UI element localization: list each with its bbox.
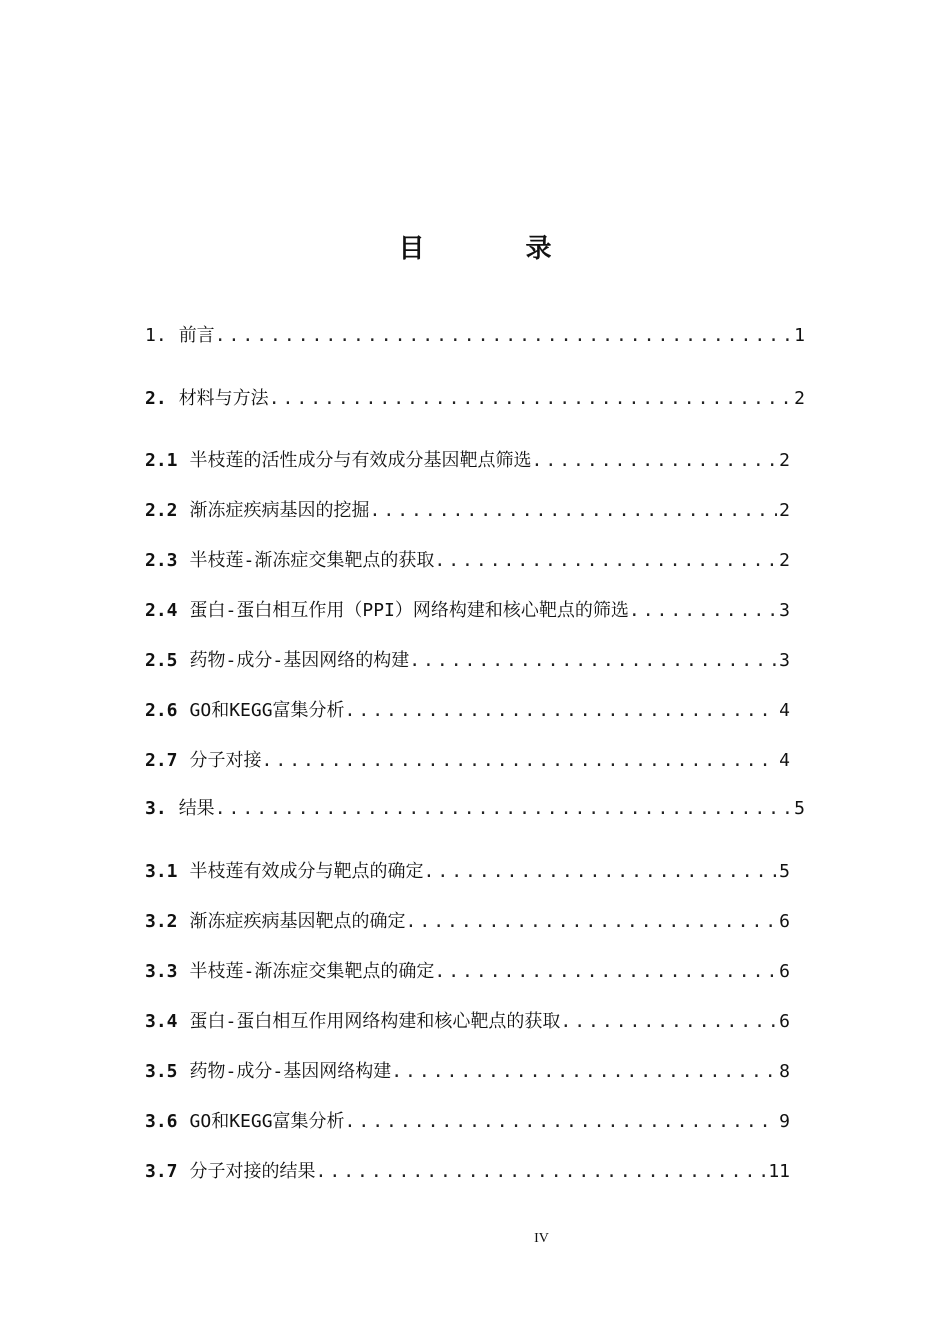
toc-entry-label: 半枝莲-渐冻症交集靶点的确定 xyxy=(189,961,435,982)
toc-entry-label: 渐冻症疾病基因靶点的确定 xyxy=(189,911,406,932)
toc-entry-number: 3.6 xyxy=(145,1111,178,1132)
toc-leader-dots xyxy=(434,547,777,575)
toc-entry[interactable] xyxy=(145,322,805,350)
toc-entry-page: 5 xyxy=(794,798,805,819)
toc-entry[interactable] xyxy=(145,1008,790,1036)
toc-leader-dots xyxy=(629,597,777,625)
toc-entry-page: 2 xyxy=(779,450,790,471)
toc-entry[interactable] xyxy=(145,958,790,986)
toc-entry-number: 2. xyxy=(145,388,167,409)
toc-entry-page: 9 xyxy=(779,1111,790,1132)
toc-leader-dots xyxy=(345,1108,778,1136)
toc-entry-page: 4 xyxy=(779,700,790,721)
toc-entry[interactable] xyxy=(145,908,790,936)
toc-entry-label: 分子对接 xyxy=(189,750,262,771)
toc-entry-label: 前言 xyxy=(178,325,215,346)
toc-entry-page: 3 xyxy=(779,650,790,671)
toc-entry-page: 1 xyxy=(794,325,805,346)
toc-entry-page: 2 xyxy=(779,500,790,521)
toc-entry-page: 11 xyxy=(768,1161,790,1182)
toc-entry-label: GO和KEGG富集分析 xyxy=(189,1111,345,1132)
toc-leader-dots xyxy=(215,795,792,823)
toc-entry[interactable] xyxy=(145,447,790,475)
toc-entry-label: 药物-成分-基因网络构建 xyxy=(189,1061,392,1082)
toc-entry-number: 2.3 xyxy=(145,550,178,571)
toc-entry-label: 蛋白-蛋白相互作用（PPI）网络构建和核心靶点的筛选 xyxy=(189,600,629,621)
toc-leader-dots xyxy=(316,1158,767,1186)
toc-leader-dots xyxy=(345,697,778,725)
toc-leader-dots xyxy=(370,497,778,525)
toc-entry-label: 半枝莲-渐冻症交集靶点的获取 xyxy=(189,550,435,571)
toc-entry[interactable] xyxy=(145,697,790,725)
toc-entry-page: 2 xyxy=(779,550,790,571)
toc-leader-dots xyxy=(391,1058,777,1086)
toc-entry-page: 3 xyxy=(779,600,790,621)
toc-entry[interactable] xyxy=(145,497,790,525)
toc-entry[interactable] xyxy=(145,647,790,675)
toc-entry-label: 蛋白-蛋白相互作用网络构建和核心靶点的获取 xyxy=(189,1011,561,1032)
toc-entry-number: 3.7 xyxy=(145,1161,178,1182)
toc-entry-number: 3.4 xyxy=(145,1011,178,1032)
toc-leader-dots xyxy=(424,858,778,886)
toc-leader-dots xyxy=(560,1008,777,1036)
toc-entry-number: 2.4 xyxy=(145,600,178,621)
toc-entry-number: 2.5 xyxy=(145,650,178,671)
page-number: IV xyxy=(534,1231,549,1246)
toc-entry-number: 3.5 xyxy=(145,1061,178,1082)
toc-entry-page: 6 xyxy=(779,1011,790,1032)
toc-entry-label: 半枝莲有效成分与靶点的确定 xyxy=(189,861,424,882)
toc-entry[interactable] xyxy=(145,547,790,575)
toc-entry[interactable] xyxy=(145,597,790,625)
toc-leader-dots xyxy=(532,447,778,475)
toc-leader-dots xyxy=(262,747,778,775)
toc-entry-page: 6 xyxy=(779,911,790,932)
toc-entry-page: 2 xyxy=(794,388,805,409)
toc-leader-dots xyxy=(215,322,792,350)
toc-entry-label: 药物-成分-基因网络的构建 xyxy=(189,650,410,671)
toc-entry-label: GO和KEGG富集分析 xyxy=(189,700,345,721)
toc-leader-dots xyxy=(434,958,777,986)
toc-entry[interactable] xyxy=(145,385,805,413)
toc-entry-number: 3.3 xyxy=(145,961,178,982)
toc-entry[interactable] xyxy=(145,1158,790,1186)
toc-entry-number: 3.2 xyxy=(145,911,178,932)
toc-entry-page: 5 xyxy=(779,861,790,882)
toc-entry-number: 2.6 xyxy=(145,700,178,721)
toc-leader-dots xyxy=(409,647,777,675)
toc-entry-number: 2.7 xyxy=(145,750,178,771)
toc-leader-dots xyxy=(406,908,778,936)
toc-entry-page: 8 xyxy=(779,1061,790,1082)
toc-entry[interactable] xyxy=(145,747,790,775)
toc-entry-label: 渐冻症疾病基因的挖掘 xyxy=(189,500,370,521)
toc-entry[interactable] xyxy=(145,1108,790,1136)
toc-entry-label: 材料与方法 xyxy=(178,388,269,409)
toc-entry-number: 3. xyxy=(145,798,167,819)
toc-entry[interactable] xyxy=(145,858,790,886)
toc-entry-label: 结果 xyxy=(178,798,215,819)
toc-entry[interactable] xyxy=(145,795,805,823)
toc-entry-label: 分子对接的结果 xyxy=(189,1161,316,1182)
toc-title: 目 录 xyxy=(398,234,598,264)
toc-entry[interactable] xyxy=(145,1058,790,1086)
toc-entry-number: 1. xyxy=(145,325,167,346)
toc-entry-number: 2.1 xyxy=(145,450,178,471)
toc-entry-page: 4 xyxy=(779,750,790,771)
toc-entry-number: 2.2 xyxy=(145,500,178,521)
toc-entry-page: 6 xyxy=(779,961,790,982)
toc-entry-label: 半枝莲的活性成分与有效成分基因靶点筛选 xyxy=(189,450,532,471)
toc-entry-number: 3.1 xyxy=(145,861,178,882)
toc-leader-dots xyxy=(269,385,792,413)
